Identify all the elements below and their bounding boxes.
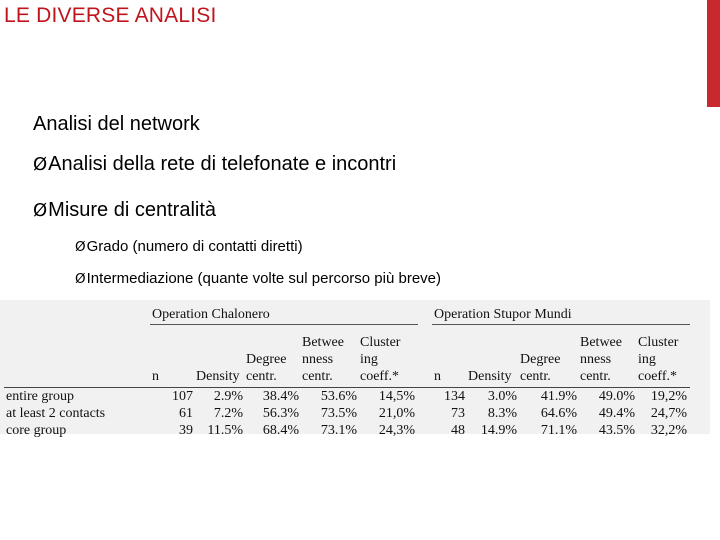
group-header-row (4, 304, 690, 325)
bullet-text: Analisi della rete di telefonate e incontri (48, 153, 397, 175)
bullet-text: Misure di centralità (48, 199, 217, 221)
section-heading: Analisi del network (33, 113, 200, 135)
arrow-bullet-icon: Ø (33, 154, 48, 175)
results-table (4, 304, 690, 439)
arrow-bullet-icon: Ø (33, 200, 48, 221)
subbullet-text: Grado (numero di contatti diretti) (86, 238, 303, 255)
arrow-bullet-icon: Ø (75, 271, 86, 287)
group-header-chalonero: Operation Chalonero (150, 304, 418, 325)
col-density: Density (468, 368, 512, 384)
col-n: n (434, 368, 441, 384)
col-betweenness: Betwee nness centr. (580, 334, 622, 384)
arrow-bullet-icon: Ø (75, 239, 86, 255)
subbullet-item (75, 270, 441, 287)
bullet-item (33, 199, 216, 222)
column-header-row (4, 325, 690, 388)
results-table-image (0, 300, 710, 438)
slide-title: LE DIVERSE ANALISI (4, 4, 217, 27)
col-clustering: Cluster ing coeff.* (638, 334, 679, 384)
table-row: at least 2 contacts 61 7.2% 56.3% 73.5% 21,0% 73 8.3% 64.6% 49.4% 24,7% (6, 405, 687, 421)
col-n: n (152, 368, 159, 384)
accent-bar (707, 0, 720, 107)
col-clustering: Cluster ing coeff.* (360, 334, 401, 384)
bullet-item (33, 153, 396, 176)
col-degree: Degree centr. (246, 351, 287, 384)
col-density: Density (196, 368, 240, 384)
table-row: entire group 107 2.9% 38.4% 53.6% 14,5% 134 3.0% 41.9% 49.0% 19,2% (4, 387, 690, 405)
subbullet-text: Intermediazione (quante volte sul percorso più breve) (86, 270, 442, 287)
table-row: core group 39 11.5% 68.4% 73.1% 24,3% 48 14.9% 71.1% 43.5% 32,2% (6, 422, 687, 438)
col-degree: Degree centr. (520, 351, 561, 384)
subbullet-item (75, 238, 303, 255)
group-header-stupor-mundi: Operation Stupor Mundi (432, 304, 690, 325)
col-betweenness: Betwee nness centr. (302, 334, 344, 384)
